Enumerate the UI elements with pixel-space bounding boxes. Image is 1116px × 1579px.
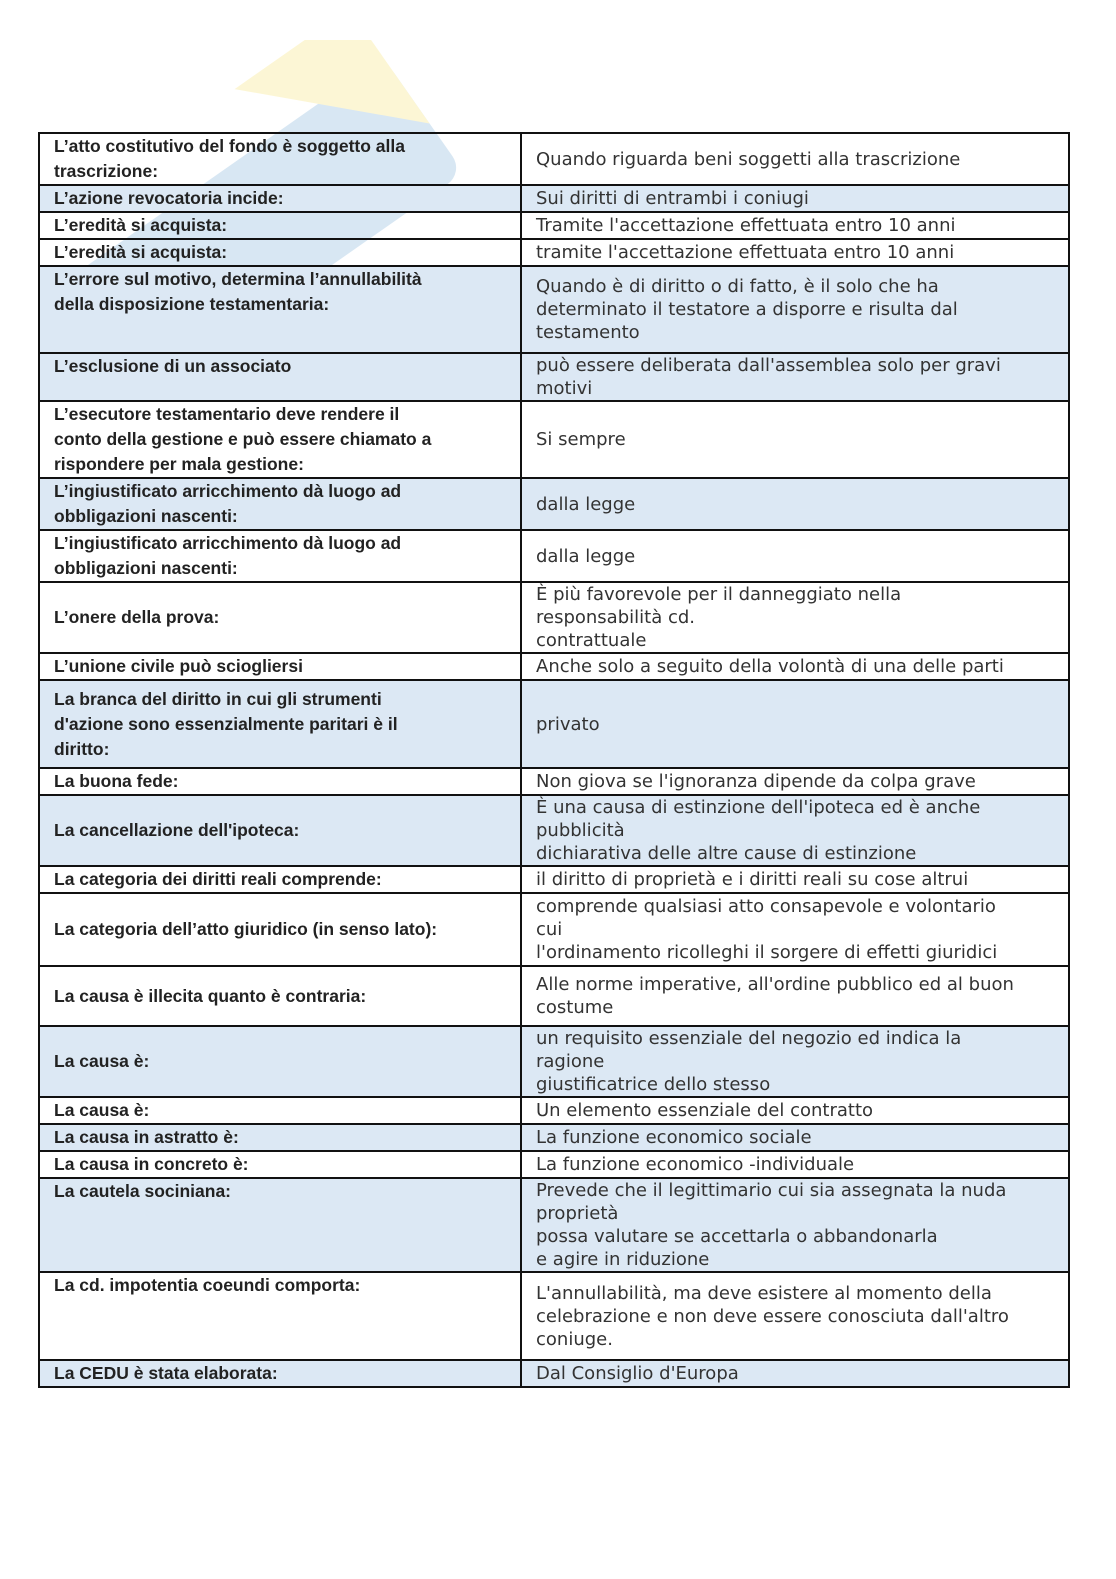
answer-cell: Anche solo a seguito della volontà di una delle parti [521, 653, 1069, 680]
answer-cell: È più favorevole per il danneggiato nella responsabilità cd. contrattuale [521, 582, 1069, 653]
question-cell: La cautela sociniana: [39, 1178, 521, 1272]
answer-cell: Non giova se l'ignoranza dipende da colpa grave [521, 768, 1069, 795]
table-row [39, 1272, 1069, 1360]
question-cell: La categoria dei diritti reali comprende: [39, 866, 521, 893]
answer-cell: Un elemento essenziale del contratto [521, 1097, 1069, 1124]
table-row [39, 1124, 1069, 1151]
question-cell: La branca del diritto in cui gli strumenti d'azione sono essenzialmente paritari è il diritto: [39, 680, 521, 768]
answer-cell: può essere deliberata dall'assemblea solo per gravi motivi [521, 353, 1069, 401]
question-cell: La buona fede: [39, 768, 521, 795]
table-row [39, 893, 1069, 966]
table-row [39, 653, 1069, 680]
question-cell: La causa è illecita quanto è contraria: [39, 966, 521, 1026]
question-cell: L’esclusione di un associato [39, 353, 521, 401]
answer-cell: dalla legge [521, 530, 1069, 582]
answer-cell: un requisito essenziale del negozio ed indica la ragione giustificatrice dello stesso [521, 1026, 1069, 1097]
answer-cell: privato [521, 680, 1069, 768]
question-cell: L’azione revocatoria incide: [39, 185, 521, 212]
table-row [39, 1178, 1069, 1272]
question-cell: L’eredità si acquista: [39, 212, 521, 239]
question-cell: La causa è: [39, 1026, 521, 1097]
answer-cell: Quando è di diritto o di fatto, è il solo che ha determinato il testatore a disporre e risulta dal testamento [521, 266, 1069, 353]
table-row [39, 478, 1069, 530]
answer-cell: dalla legge [521, 478, 1069, 530]
answer-cell: Sui diritti di entrambi i coniugi [521, 185, 1069, 212]
question-cell: La categoria dell’atto giuridico (in senso lato): [39, 893, 521, 966]
answer-cell: tramite l'accettazione effettuata entro 10 anni [521, 239, 1069, 266]
answer-cell: il diritto di proprietà e i diritti reali su cose altrui [521, 866, 1069, 893]
table-row [39, 795, 1069, 866]
table-row [39, 212, 1069, 239]
question-cell: L’ingiustificato arricchimento dà luogo ad obbligazioni nascenti: [39, 478, 521, 530]
answer-cell: Tramite l'accettazione effettuata entro 10 anni [521, 212, 1069, 239]
question-cell: La causa in concreto è: [39, 1151, 521, 1178]
table-row [39, 401, 1069, 478]
table-row [39, 1026, 1069, 1097]
table-row [39, 866, 1069, 893]
answer-cell: È una causa di estinzione dell'ipoteca ed è anche pubblicità dichiarativa delle altre cause di estinzione [521, 795, 1069, 866]
table-row [39, 353, 1069, 401]
answer-cell: L'annullabilità, ma deve esistere al momento della celebrazione e non deve essere conosciuta dall'altro coniuge. [521, 1272, 1069, 1360]
question-cell: La CEDU è stata elaborata: [39, 1360, 521, 1387]
table-row [39, 966, 1069, 1026]
table-row [39, 133, 1069, 185]
question-cell: La causa è: [39, 1097, 521, 1124]
question-cell: La cancellazione dell'ipoteca: [39, 795, 521, 866]
answer-cell: La funzione economico sociale [521, 1124, 1069, 1151]
answer-cell: Dal Consiglio d'Europa [521, 1360, 1069, 1387]
question-cell: L’errore sul motivo, determina l’annullabilità della disposizione testamentaria: [39, 266, 521, 353]
table-row [39, 239, 1069, 266]
table-row [39, 185, 1069, 212]
answer-cell: Quando riguarda beni soggetti alla trascrizione [521, 133, 1069, 185]
table-row [39, 680, 1069, 768]
question-cell: L’onere della prova: [39, 582, 521, 653]
question-cell: L’esecutore testamentario deve rendere il conto della gestione e può essere chiamato a rispondere per mala gestione: [39, 401, 521, 478]
table-row [39, 266, 1069, 353]
question-cell: La cd. impotentia coeundi comporta: [39, 1272, 521, 1360]
table-row [39, 582, 1069, 653]
answer-cell: Prevede che il legittimario cui sia assegnata la nuda proprietà possa valutare se accettarla o abbandonarla e agire in riduzione [521, 1178, 1069, 1272]
question-cell: La causa in astratto è: [39, 1124, 521, 1151]
question-cell: L’unione civile può sciogliersi [39, 653, 521, 680]
answer-cell: Si sempre [521, 401, 1069, 478]
question-cell: L’eredità si acquista: [39, 239, 521, 266]
answer-cell: Alle norme imperative, all'ordine pubblico ed al buon costume [521, 966, 1069, 1026]
table-row [39, 530, 1069, 582]
table-row [39, 1360, 1069, 1387]
answer-cell: comprende qualsiasi atto consapevole e volontario cui l'ordinamento ricolleghi il sorgere di effetti giuridici [521, 893, 1069, 966]
answer-cell: La funzione economico -individuale [521, 1151, 1069, 1178]
table-row [39, 1097, 1069, 1124]
table-row [39, 768, 1069, 795]
question-cell: L’atto costitutivo del fondo è soggetto alla trascrizione: [39, 133, 521, 185]
table-row [39, 1151, 1069, 1178]
qa-table [38, 132, 1070, 1388]
question-cell: L’ingiustificato arricchimento dà luogo ad obbligazioni nascenti: [39, 530, 521, 582]
